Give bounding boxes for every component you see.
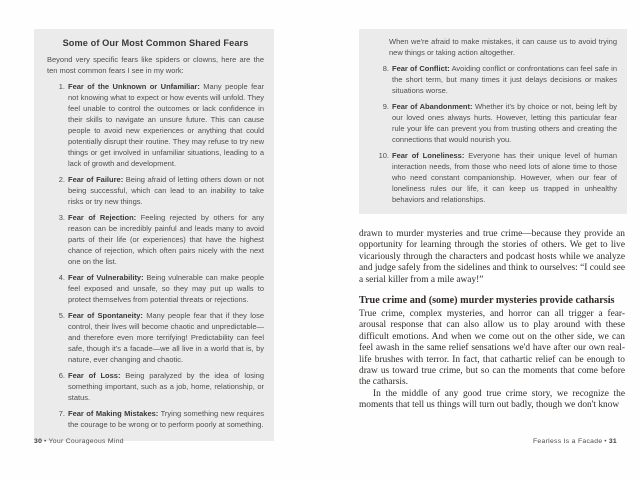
fear-title: Fear of Making Mistakes: — [68, 409, 159, 418]
item-number: 8. — [382, 64, 389, 73]
item-number: 6. — [58, 371, 65, 380]
page-number: 31 — [608, 438, 617, 445]
item-number: 2. — [58, 175, 65, 184]
fear-text: Trying something new requires the courage to be wrong or to perform poorly at something. — [68, 409, 264, 429]
fear-text: Avoiding conflict or confrontations can feel safe in the short term, but many times it just delays decisions or makes situations worse. — [392, 64, 618, 95]
fear-item-8 — [375, 63, 617, 96]
shared-fears-box — [34, 29, 274, 441]
item-number: 3. — [58, 213, 65, 222]
body-paragraph-continued: drawn to murder mysteries and true crime—because they provide an opportunity for learning through the stories of others. We get to live vicariously through the characters and podcast hosts while we analyze and judge safely from the sidelines and think to ourselves: “I could see a serial killer from a mile away!” — [359, 229, 625, 285]
right-page-box-column — [359, 29, 627, 214]
fear-text: Everyone has their unique level of human interaction needs, from those who need lots of alone time to those who need constant companionship. However, when our fear of loneliness rules our life, it can keep us trapped in unhealthy behaviors and relationships. — [392, 151, 617, 204]
fear-text: Feeling rejected by others for any reason can be incredibly painful and leads many to avoid parts of their life (or experiences) that have the highest chance of rejection, which often pairs nicely with the next one on the list. — [68, 213, 264, 266]
chapter-title: Fearless Is a Facade — [532, 438, 603, 445]
fear-item-3 — [51, 212, 264, 267]
right-page-body — [359, 229, 625, 412]
footer-separator: • — [604, 439, 607, 445]
fear-title: Fear of Abandonment: — [392, 102, 473, 111]
body-paragraph: True crime, complex mysteries, and horror can all trigger a fear-arousal response that can also allow us to play around with these difficult emotions. And when we come out on the other side, we can feel awash in the same relief sensations we'd have after our own real-life brushes with terror. In fact, that cathartic relief can be enough to draw us toward true crime, but so can the moments that come before the catharsis. — [359, 309, 625, 388]
fear-title: Fear of Rejection: — [68, 213, 137, 222]
fear-text: Being vulnerable can make people feel exposed and unsafe, so they may put up walls to protect themselves from potential threats or rejections. — [68, 273, 264, 304]
right-page-footer — [359, 438, 617, 445]
fear-text: Many people fear that if they lose control, their lives will become chaotic and unpredictable—and therefore even more terrifying! Predictability can feel safe, though it's a facade—we all live in a world that is, by nature, ever changing and chaotic. — [68, 311, 264, 364]
fears-box-intro: Beyond very specific fears like spiders or clowns, here are the ten most common fears I see in my work: — [47, 55, 264, 75]
left-page-footer — [34, 438, 124, 445]
fear-item-1 — [51, 81, 264, 169]
fear-title: Fear of Spontaneity: — [68, 311, 143, 320]
fear-item-7-continuation: When we're afraid to make mistakes, it can cause us to avoid trying new things or taking action altogether. — [389, 37, 617, 57]
fear-item-9 — [375, 101, 617, 145]
shared-fears-box-continued — [359, 29, 627, 214]
fear-text: Being afraid of letting others down or not being successful, which can lead to an inability to take risks or try new things. — [68, 175, 264, 206]
fear-title: Fear of Failure: — [68, 175, 124, 184]
item-number: 9. — [382, 102, 389, 111]
item-number: 5. — [58, 311, 65, 320]
footer-separator: • — [44, 439, 47, 445]
fear-title: Fear of Conflict: — [392, 64, 450, 73]
fear-text: Being paralyzed by the idea of losing something important, such as a job, home, relationship, or status. — [68, 371, 264, 402]
fear-item-5 — [51, 310, 264, 365]
section-heading: True crime and (some) murder mysteries provide catharsis — [359, 295, 615, 307]
fear-item-6 — [51, 370, 264, 403]
item-number: 7. — [58, 409, 65, 418]
fear-item-4 — [51, 272, 264, 305]
item-number: 1. — [58, 82, 65, 91]
fear-title: Fear of Vulnerability: — [68, 273, 144, 282]
fear-item-7 — [51, 408, 264, 430]
item-number: 10. — [378, 151, 389, 160]
fear-text: Many people fear not knowing what to expect or how events will unfold. They feel unable to control the outcomes or lack confidence in their skills to navigate an unsure future. This can cause people to avoid new experiences or anything that could potentially disrupt their routine. They may refuse to try new things or get involved in unfamiliar situations, leading to a lack of growth and development. — [68, 82, 264, 168]
fear-item-2 — [51, 174, 264, 207]
left-page — [34, 29, 274, 441]
fears-box-title: Some of Our Most Common Shared Fears — [62, 38, 249, 48]
page-number: 30 — [34, 438, 43, 445]
fear-title: Fear of the Unknown or Unfamiliar: — [68, 82, 200, 91]
book-title: Your Courageous Mind — [48, 438, 124, 445]
body-paragraph: In the middle of any good true crime story, we recognize the moments that tell us things will turn out badly, though we don't know — [359, 388, 625, 411]
fear-title: Fear of Loneliness: — [392, 151, 465, 160]
fear-text: Whether it's by choice or not, being left by our loved ones always hurts. However, letting this particular fear rule your life can prevent you from trusting others and creating the connections that would nourish you. — [392, 102, 617, 144]
fear-title: Fear of Loss: — [68, 371, 121, 380]
fear-item-10 — [375, 150, 617, 205]
item-number: 4. — [58, 273, 65, 282]
